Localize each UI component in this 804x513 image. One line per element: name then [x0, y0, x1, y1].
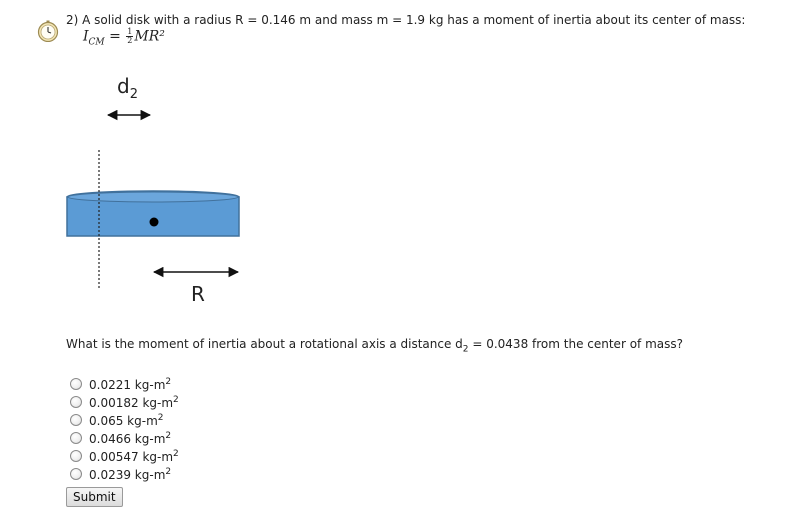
- choice-exp: 2: [173, 448, 179, 459]
- disk-top-face: [68, 192, 238, 202]
- formula-frac-den: 2: [127, 36, 133, 45]
- formula-frac-num: 1: [127, 27, 133, 36]
- radio-button[interactable]: [70, 378, 82, 390]
- choice-value: 0.0239 kg-m: [89, 467, 166, 482]
- choice-exp: 2: [173, 394, 179, 405]
- center-of-mass-dot: [150, 218, 159, 227]
- disk-body: [67, 197, 239, 236]
- submit-button[interactable]: Submit: [66, 487, 123, 507]
- choice-1[interactable]: [70, 375, 179, 393]
- formula-lhs-sub: CM: [88, 37, 105, 48]
- choice-value: 0.0221 kg-m: [89, 377, 166, 392]
- radio-button[interactable]: [70, 414, 82, 426]
- question-prompt: [66, 337, 683, 354]
- answer-choices: [70, 375, 179, 483]
- choice-value: 0.0466 kg-m: [89, 431, 166, 446]
- prompt-after: = 0.0438 from the center of mass?: [468, 337, 683, 351]
- choice-value: 0.065 kg-m: [89, 413, 158, 428]
- radio-button[interactable]: [70, 396, 82, 408]
- prompt-sub: 2: [462, 344, 469, 355]
- radio-button[interactable]: [70, 450, 82, 462]
- choice-3[interactable]: [70, 411, 179, 429]
- choice-exp: 2: [165, 376, 172, 387]
- question-header: 2) A solid disk with a radius R = 0.146 m and mass m = 1.9 kg has a moment of inertia about its center of mass:: [66, 13, 746, 27]
- formula-rhs: MR²: [134, 28, 165, 45]
- choice-5[interactable]: [70, 447, 179, 465]
- choice-exp: 2: [165, 466, 172, 477]
- choice-6[interactable]: [70, 465, 179, 483]
- radio-button[interactable]: [70, 432, 82, 444]
- radius-label: R: [191, 282, 205, 306]
- formula-equals: =: [109, 28, 121, 45]
- prompt-before: What is the moment of inertia about a rotational axis a distance d: [66, 337, 463, 351]
- choice-4[interactable]: [70, 429, 179, 447]
- formula-lhs: I: [83, 28, 89, 45]
- choice-value: 0.00547 kg-m: [89, 449, 174, 464]
- choice-value: 0.00182 kg-m: [89, 395, 174, 410]
- radio-button[interactable]: [70, 468, 82, 480]
- choice-exp: 2: [165, 430, 172, 441]
- d2-label: $d_2$: [117, 74, 138, 102]
- choice-2[interactable]: [70, 393, 179, 411]
- choice-exp: 2: [157, 412, 164, 423]
